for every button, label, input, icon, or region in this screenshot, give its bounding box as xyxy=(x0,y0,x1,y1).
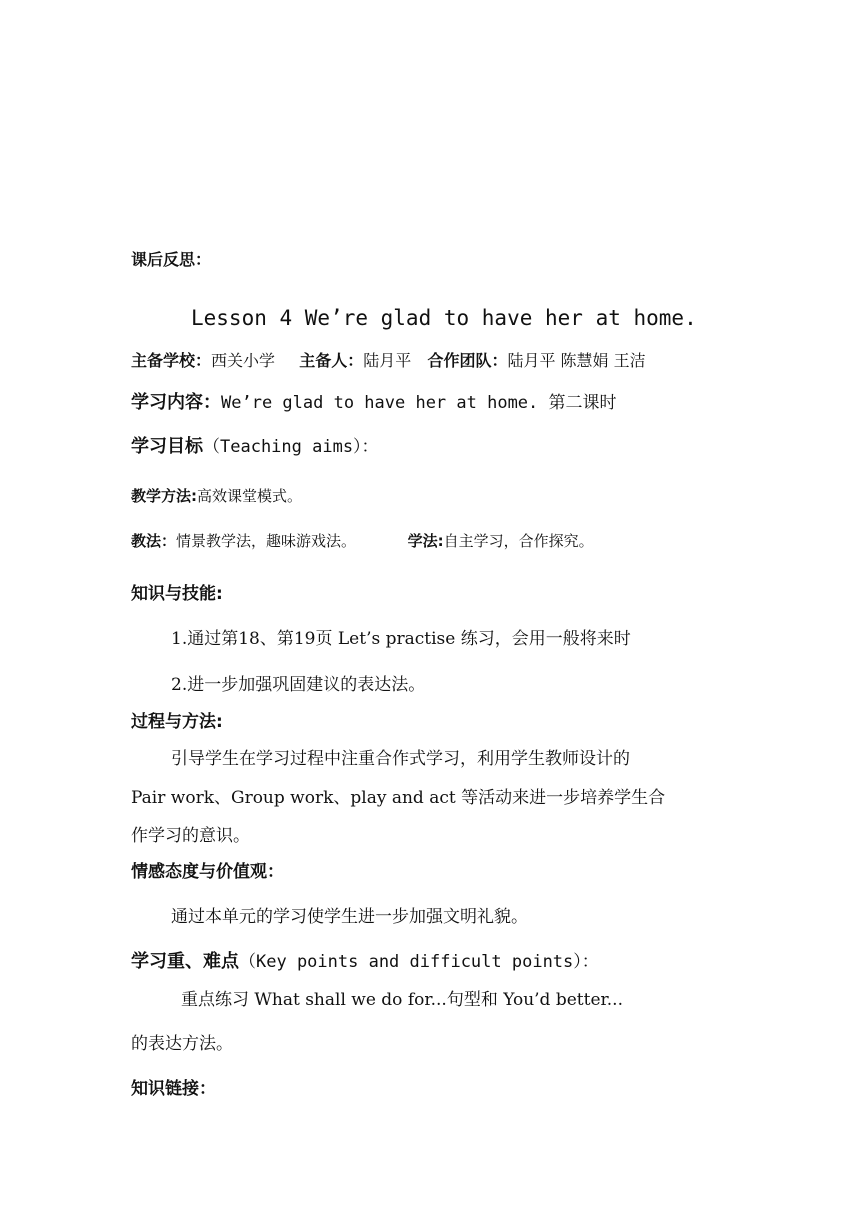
preparer-value: 陆月平 xyxy=(363,351,412,370)
knowledge-item-1: 1.通过第18、第19页 Let’s practise 练习，会用一般将来时 xyxy=(171,629,631,649)
team-label: 合作团队： xyxy=(427,351,508,370)
content-label: 学习内容： xyxy=(131,392,221,413)
lesson-title: Lesson 4 We’re glad to have her at home. xyxy=(191,306,697,330)
method-label: 教学方法: xyxy=(131,487,197,505)
reflection-label: 课后反思： xyxy=(131,250,212,269)
keypoints-label: 学习重、难点 xyxy=(131,951,239,972)
emotion-text: 通过本单元的学习使学生进一步加强文明礼貌。 xyxy=(171,907,528,927)
content-line xyxy=(131,388,617,414)
process-line-1: 引导学生在学习过程中注重合作式学习，利用学生教师设计的 xyxy=(171,749,630,769)
learn-label: 学法: xyxy=(407,532,444,550)
links-heading: 知识链接： xyxy=(131,1079,216,1099)
meta-line xyxy=(131,348,646,371)
aims-line xyxy=(131,432,379,458)
teach-label: 教法： xyxy=(131,532,177,550)
keypoints-line xyxy=(131,947,599,973)
process-heading: 过程与方法: xyxy=(131,712,223,732)
teach-text: 情景教学法，趣味游戏法。 xyxy=(176,532,357,550)
keypoints-line-2: 的表达方法。 xyxy=(131,1034,233,1054)
learn-text: 自主学习，合作探究。 xyxy=(443,532,594,550)
aims-text: （Teaching aims）： xyxy=(203,437,379,457)
aims-label: 学习目标 xyxy=(131,436,203,457)
process-line-2: Pair work、Group work、play and act 等活动来进一步培养学生合 xyxy=(131,788,666,808)
school-label: 主备学校： xyxy=(131,351,212,370)
process-line-3: 作学习的意识。 xyxy=(131,826,250,846)
team-value: 陆月平 陈慧娟 王洁 xyxy=(507,351,646,370)
method-line xyxy=(131,485,302,506)
teach-learn-line xyxy=(131,530,594,551)
content-text: We’re glad to have her at home. 第二课时 xyxy=(221,393,617,413)
school-value: 西关小学 xyxy=(211,351,276,370)
preparer-label: 主备人： xyxy=(299,351,364,370)
keypoints-text: （Key points and difficult points）： xyxy=(239,952,599,972)
knowledge-item-2: 2.进一步加强巩固建议的表达法。 xyxy=(171,675,426,695)
emotion-heading: 情感态度与价值观： xyxy=(131,862,284,882)
keypoints-line-1: 重点练习 What shall we do for...句型和 You’d better... xyxy=(181,990,623,1010)
method-text: 高效课堂模式。 xyxy=(197,487,303,505)
knowledge-heading: 知识与技能: xyxy=(131,584,223,604)
